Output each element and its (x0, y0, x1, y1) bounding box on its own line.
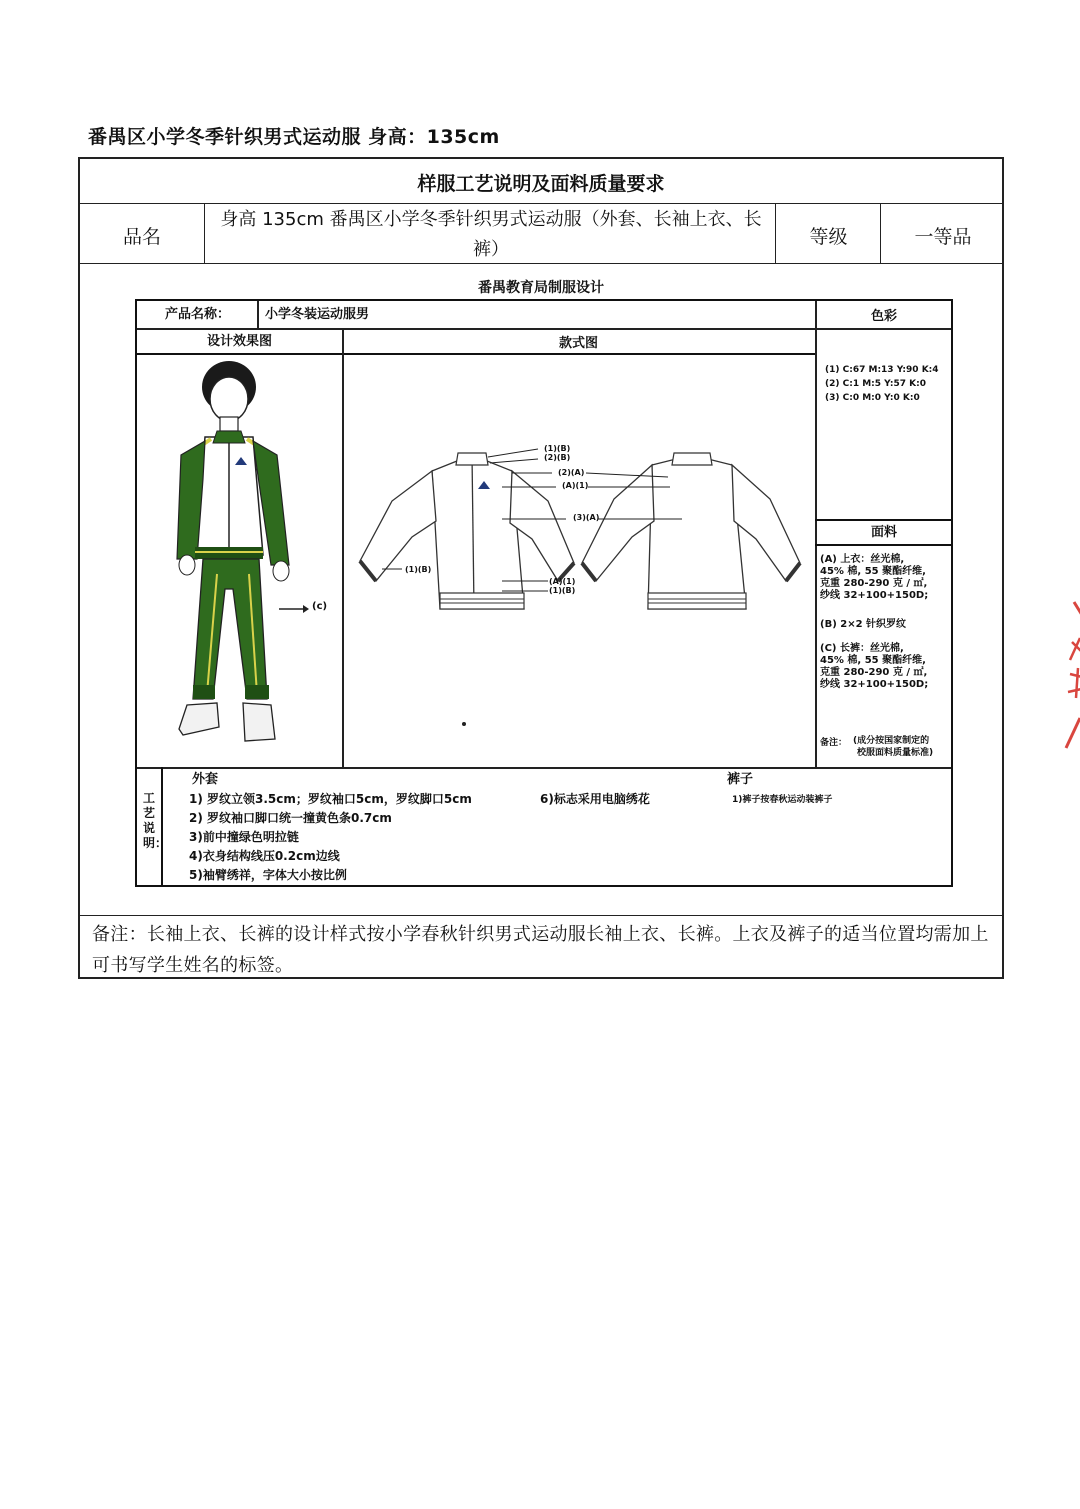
callout-body: (A)(1) (562, 481, 589, 490)
callout-collar (544, 444, 570, 462)
fabric-c-line: 45% 棉, 55 聚酯纤维, (820, 655, 926, 666)
fabric-a-line: 纱线 32+100+150D; (820, 590, 929, 601)
color-2: (2) C:1 M:5 Y:57 K:0 (825, 379, 926, 389)
product-value: 小学冬装运动服男 (265, 307, 370, 322)
grade-value: 一等品 (914, 226, 972, 248)
fabric-note-line: (成分按国家制定的 (853, 736, 930, 746)
name-value: 身高 135cm 番禺区小学冬季针织男式运动服（外套、长袖上衣、长裤） (220, 209, 762, 260)
fabric-c-line: 纱线 32+100+150D; (820, 679, 929, 690)
design-org-title: 番禺教育局制服设计 (478, 280, 604, 296)
jacket-item: 5)袖臂绣祥，字体大小按比例 (189, 868, 347, 882)
jacket-item: 4)衣身结构线压0.2cm边线 (189, 849, 340, 863)
callout-label: (1)(B) (544, 444, 571, 453)
color-1: (1) C:67 M:13 Y:90 K:4 (825, 365, 939, 375)
fabric-c-line: 克重 280-290 克 / ㎡, (820, 667, 928, 678)
jacket-item: 1) 罗纹立领3.5cm；罗纹袖口5cm，罗纹脚口5cm (189, 792, 472, 806)
color-list (825, 363, 939, 405)
color-header: 色彩 (870, 309, 897, 324)
fabric-c (820, 643, 928, 691)
table-title: 样服工艺说明及面料质量要求 (417, 173, 665, 195)
fabric-a-line: (A) 上衣：丝光棉, (820, 554, 905, 565)
jacket-items (189, 790, 472, 885)
pants-header: 裤子 (727, 772, 754, 787)
callout-cuff: (1)(B) (405, 565, 432, 574)
fabric-a-line: 克重 280-290 克 / ㎡, (820, 578, 928, 589)
fabric-header: 面料 (870, 525, 897, 540)
footer-note: 备注：长袖上衣、长裤的设计样式按小学春秋针织男式运动服长袖上衣、长裤。上衣及裤子的适当位置均需加上可书写学生姓名的标签。 (92, 924, 989, 976)
jacket-item: 2) 罗纹袖口脚口统一撞黄色条0.7cm (189, 811, 392, 825)
student-figure-illustration (167, 359, 337, 767)
jacket-header: 外套 (192, 772, 219, 787)
name-label: 品名 (122, 226, 161, 248)
dot-mark (462, 722, 466, 726)
callout-shoulder: (2)(A) (558, 468, 585, 477)
fabric-c-line: (C) 长裤：丝光棉, (820, 643, 904, 654)
fabric-a-line: 45% 棉, 55 聚酯纤维, (820, 566, 926, 577)
product-label: 产品名称： (165, 307, 231, 322)
callout-hem (549, 577, 575, 595)
fabric-a (820, 554, 928, 602)
fabric-note-line: 校服面料质量标准) (857, 748, 934, 758)
red-stamp-fragment (1060, 598, 1080, 758)
pants-items (732, 792, 832, 805)
design-sheet (135, 299, 953, 887)
grade-label: 等级 (809, 226, 848, 248)
pants-item: 1)裤子按春秋运动装裤子 (732, 795, 833, 805)
pants-pointer-label: (c) (312, 601, 328, 612)
fabric-note-label: 备注： (820, 738, 848, 748)
fabric-note (853, 735, 933, 759)
callout-label: (A)(1) (549, 577, 576, 586)
color-3: (3) C:0 M:0 Y:0 K:0 (825, 393, 920, 403)
style-header: 款式图 (558, 336, 598, 351)
callout-sleeve: (3)(A) (573, 513, 600, 522)
effect-header: 设计效果图 (206, 334, 272, 349)
process-label: 工艺说明： (143, 791, 168, 850)
document-heading: 番禺区小学冬季针织男式运动服 身高：135cm (88, 126, 500, 148)
jacket-item-6: 6)标志采用电脑绣花 (540, 792, 650, 806)
jacket-item: 3)前中撞绿色明拉链 (189, 830, 299, 844)
callout-label: (1)(B) (549, 586, 576, 595)
spec-table (78, 157, 1004, 979)
fabric-b: (B) 2×2 针织罗纹 (820, 619, 907, 630)
callout-label: (2)(B) (544, 453, 571, 462)
